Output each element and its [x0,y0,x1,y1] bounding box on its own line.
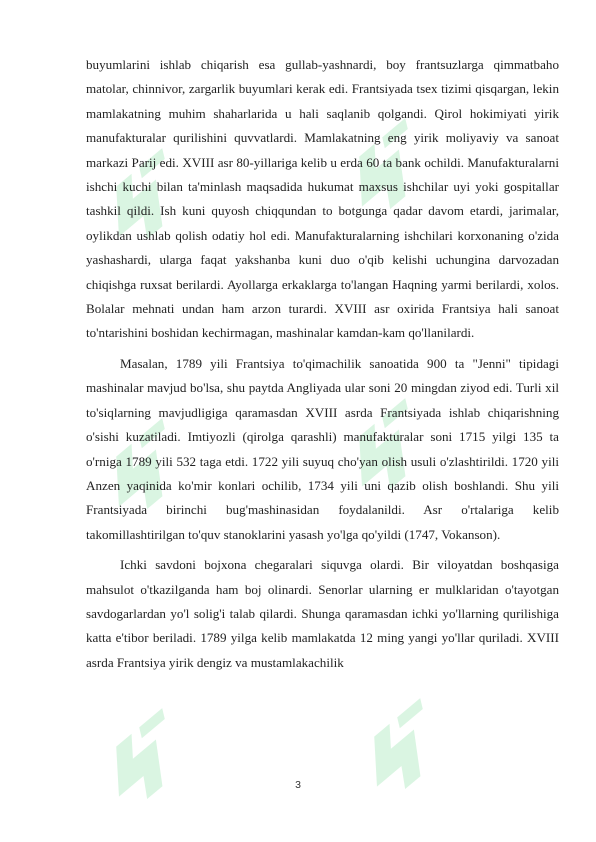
watermark-logo [331,676,480,823]
body-text [86,53,559,681]
paragraph: Ichki savdoni bojxona chegaralari siquvga olardi. Bir viloyatdan boshqasiga mahsulot o'tkazilganda ham boj olinardi. Senorlar ularning er mulklaridan o'tayotgan savdogarlardan yo'l solig'i talab qilardi. Shunga qaramasdan ichki yo'llarning qurilishiga katta e'tibor beriladi. 1789 yilga kelib mamlakatda 12 ming yangi yo'llar quriladi. XVIII asrda Frantsiya yirik dengiz va mustamlakachilik [86,557,559,670]
watermark-logo [73,686,222,833]
paragraph: buyumlarini ishlab chiqarish esa gullab-yashnardi, boy frantsuzlarga qimmatbaho matolar, chinnivor, zargarlik buyumlari kerak edi. Frantsiyada tsex tizimi qisqargan, lekin mamlakatning muhim shaharlarida u hali saqlanib qolgandi. Qirol hokimiyati yirik manufakturalar qurilishini quvvatlardi. Mamlakatning eng yirik moliyaviy va sanoat markazi Parij edi. XVIII asr 80-yillariga kelib u erda 60 ta bank ochildi. Manufakturalarni ishchi kuchi bilan ta'minlash maqsadida hukumat maxsus ishchilar uyi yoki gospitallar tashkil qildi. Ish kuni quyosh chiqqundan to botgunga qadar davom etardi, jarimalar, oylikdan ushlab qolish odatiy hol edi. Manufakturalarning ishchilari korxonaning o'zida yashashardi, ularga faqat yakshanba kuni duo o'qib kelishi uchungina darvozadan chiqishga ruxsat berilardi. Ayollarga erkaklarga to'langan Haqning yarmi berilardi, xolos. Bolalar mehnati undan ham arzon turardi. XVIII asr oxirida Frantsiya hali sanoat to'ntarishini boshidan kechirmagan, mashinalar kamdan-kam qo'llanilardi. [86,57,559,341]
page-number: 3 [295,779,301,791]
paragraph: Masalan, 1789 yili Frantsiya to'qimachilik sanoatida 900 ta "Jenni" tipidagi mashinalar mavjud bo'lsa, shu paytda Angliyada ular soni 20 mingdan ziyod edi. Turli xil to'siqlarning mavjudligiga qaramasdan XVIII asrda Frantsiyada ishlab chiqarishning o'sishi kuzatiladi. Imtiyozli (qirolga qarashli) manufakturalar soni 1715 yilgi 135 ta o'rniga 1789 yili 532 taga etdi. 1722 yili suyuq cho'yan olish usuli o'zlashtirildi. 1720 yili Anzen yaqinida ko'mir konlari ochilib, 1734 yili uni qazib olish boshlandi. Shu yili Frantsiyada birinchi bug'mashinasidan foydalanildi. Asr o'rtalariga kelib takomillashtirilgan to'quv stanoklarini yasash yo'lga qo'yildi (1747, Vokanson). [86,355,559,542]
